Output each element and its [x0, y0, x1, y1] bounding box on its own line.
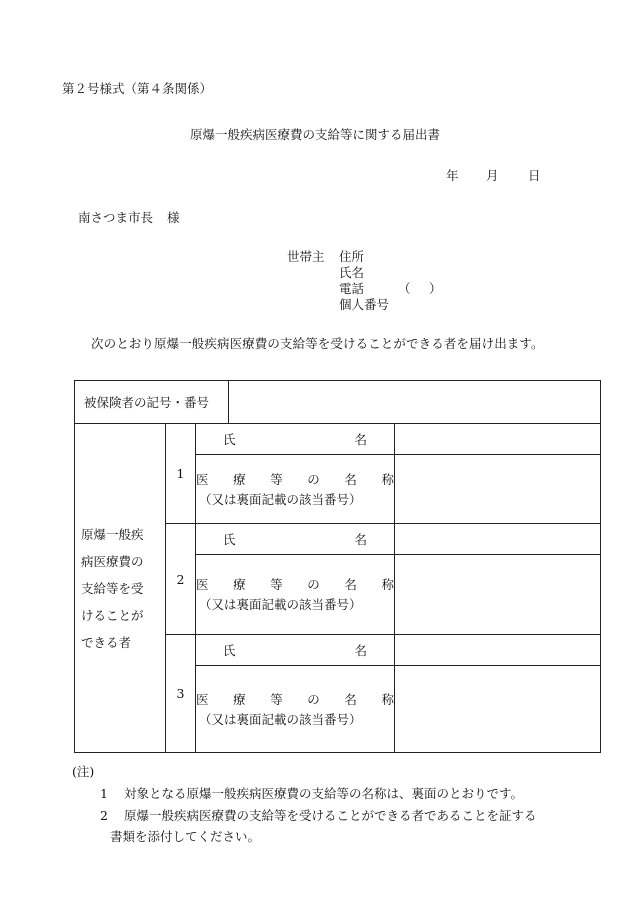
- medical-sub-label: （又は裏面記載の該当番号）: [199, 491, 362, 507]
- medical-char: 名: [344, 691, 357, 707]
- medical-char: 等: [270, 471, 283, 487]
- householder-phone-label: 電話: [339, 281, 365, 296]
- entry-1-name-field[interactable]: [395, 424, 601, 455]
- entry-medical-label: [196, 555, 395, 635]
- name-char: 氏: [223, 431, 236, 447]
- note-number: 2: [100, 808, 108, 823]
- entry-number: 3: [166, 635, 196, 753]
- addressee: [78, 212, 180, 225]
- date-day-label: 日: [528, 168, 541, 183]
- entry-name-label: [196, 424, 395, 455]
- side-label-line-3: 支給等を受: [81, 580, 144, 596]
- entry-medical-label: [196, 666, 395, 753]
- name-char: 氏: [223, 642, 236, 658]
- medical-char: 療: [233, 577, 246, 592]
- entry-3-name-field[interactable]: [395, 635, 601, 666]
- date-month-label: 月: [486, 168, 499, 183]
- householder-name-label: 氏名: [339, 265, 365, 280]
- medical-char: 称: [381, 691, 394, 707]
- entry-1-medical-field[interactable]: [395, 455, 601, 524]
- side-label-line-4: けることが: [81, 607, 144, 623]
- entry-1-name-row: [75, 424, 601, 455]
- entry-number: 1: [166, 424, 196, 524]
- medical-char: 医: [196, 577, 209, 592]
- form-number: 第２号様式（第４条関係）: [62, 81, 213, 96]
- insurance-number-field[interactable]: [229, 381, 601, 424]
- householder-label: 世帯主: [287, 249, 325, 264]
- phone-paren-open: （: [398, 281, 411, 296]
- side-label-line-2: 病医療費の: [81, 553, 144, 569]
- document-title: 原爆一般疾病医療費の支給等に関する届出書: [189, 127, 440, 142]
- addressee-name: 南さつま市長: [78, 210, 154, 225]
- entry-3-medical-field[interactable]: [395, 666, 601, 753]
- date-year-label: 年: [446, 168, 459, 183]
- entry-medical-label: [196, 455, 395, 524]
- medical-char: 等: [270, 691, 283, 707]
- entry-number: 2: [166, 524, 196, 635]
- addressee-honorific: 様: [167, 210, 180, 225]
- eligible-persons-label: [75, 424, 166, 753]
- entry-2-medical-field[interactable]: [395, 555, 601, 635]
- note-number: 1: [100, 786, 108, 801]
- notes-heading: (注): [72, 764, 95, 779]
- note-item-2: [100, 810, 537, 823]
- note-item-1: [100, 788, 523, 801]
- medical-char: 名: [344, 577, 357, 592]
- entry-name-label: [196, 524, 395, 555]
- medical-char: 名: [344, 471, 357, 487]
- entry-name-label: [196, 635, 395, 666]
- medical-char: 医: [196, 691, 209, 707]
- householder-personal-number-label: 個人番号: [339, 297, 390, 312]
- note-text: 対象となる原爆一般疾病医療費の支給等の名称は、裏面のとおりです。: [124, 786, 524, 801]
- note-item-2-continuation: 書類を添付してください。: [110, 829, 261, 844]
- medical-char: 療: [233, 691, 246, 707]
- medical-char: 称: [381, 577, 394, 592]
- phone-paren-close: ）: [429, 281, 442, 296]
- medical-char: 等: [270, 577, 283, 592]
- medical-char: 医: [196, 471, 209, 487]
- name-char: 名: [354, 642, 368, 658]
- medical-char: 療: [233, 471, 246, 487]
- insurance-number-label: 被保険者の記号・番号: [75, 381, 229, 424]
- medical-char: の: [307, 577, 320, 592]
- name-char: 氏: [223, 531, 236, 547]
- entry-2-name-field[interactable]: [395, 524, 601, 555]
- note-text: 原爆一般疾病医療費の支給等を受けることができる者であることを証する: [124, 808, 537, 823]
- medical-char: の: [307, 471, 320, 487]
- statement-text: 次のとおり原爆一般疾病医療費の支給等を受けることができる者を届け出ます。: [91, 336, 544, 351]
- medical-sub-label: （又は裏面記載の該当番号）: [199, 711, 362, 727]
- medical-sub-label: （又は裏面記載の該当番号）: [199, 597, 362, 612]
- householder-address-label: 住所: [339, 249, 365, 264]
- medical-char: 称: [381, 471, 394, 487]
- side-label-line-1: 原爆一般疾: [81, 526, 144, 542]
- name-char: 名: [354, 431, 368, 447]
- medical-char: の: [307, 691, 320, 707]
- insurance-row: [75, 381, 601, 424]
- registration-table: [74, 380, 601, 753]
- side-label-line-5: できる者: [81, 634, 132, 650]
- name-char: 名: [354, 531, 368, 547]
